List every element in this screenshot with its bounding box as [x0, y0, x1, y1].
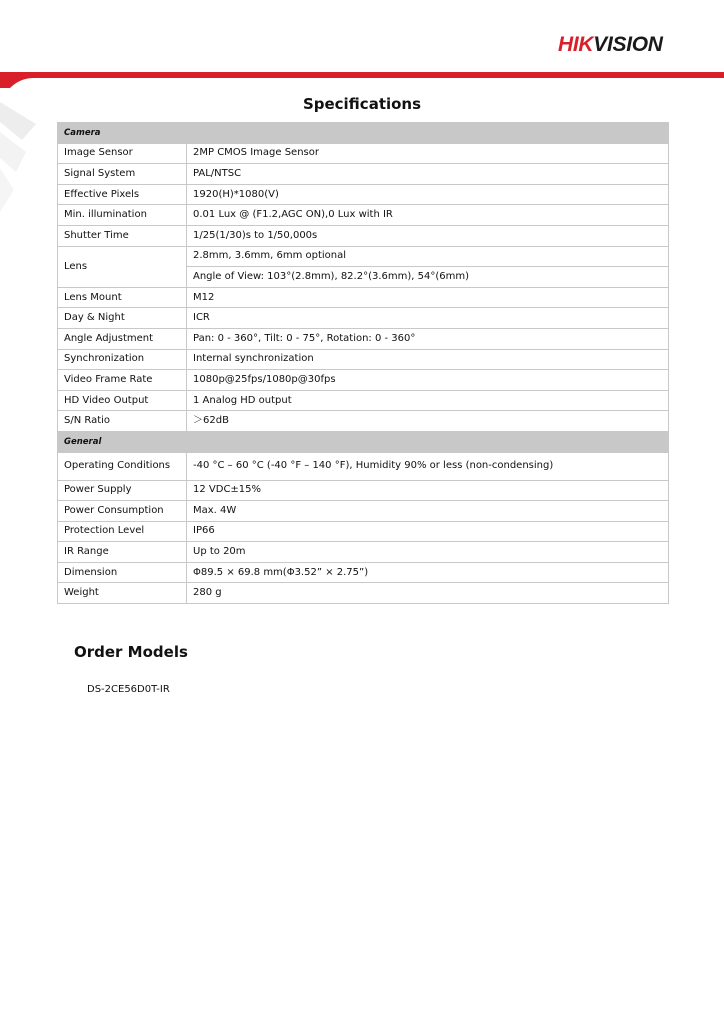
spec-label: Weight	[58, 583, 187, 604]
spec-row	[58, 390, 669, 411]
spec-row	[58, 501, 669, 522]
spec-row	[58, 205, 669, 226]
spec-label: Signal System	[58, 164, 187, 185]
spec-value: M12	[187, 287, 669, 308]
spec-label: Video Frame Rate	[58, 370, 187, 391]
spec-row	[58, 349, 669, 370]
spec-value: 1920(H)*1080(V)	[187, 184, 669, 205]
spec-value: Pan: 0 - 360°, Tilt: 0 - 75°, Rotation: 0 - 360°	[187, 328, 669, 349]
spec-label: HD Video Output	[58, 390, 187, 411]
spec-value: 12 VDC±15%	[187, 480, 669, 501]
spec-label: Operating Conditions	[58, 452, 187, 480]
spec-row	[58, 370, 669, 391]
spec-value: Φ89.5 × 69.8 mm(Φ3.52” × 2.75”)	[187, 562, 669, 583]
spec-label: Synchronization	[58, 349, 187, 370]
spec-label: Shutter Time	[58, 225, 187, 246]
spec-value: PAL/NTSC	[187, 164, 669, 185]
section-header-row	[58, 431, 669, 452]
header-red-bar	[0, 72, 724, 88]
spec-row	[58, 184, 669, 205]
spec-value: 2MP CMOS Image Sensor	[187, 143, 669, 164]
spec-row	[58, 452, 669, 480]
spec-label: Lens	[58, 246, 187, 287]
spec-value: 280 g	[187, 583, 669, 604]
spec-label: Power Supply	[58, 480, 187, 501]
spec-row	[58, 562, 669, 583]
logo-part-hik: HIK	[558, 33, 594, 56]
spec-value: Angle of View: 103°(2.8mm), 82.2°(3.6mm), 54°(6mm)	[187, 267, 669, 288]
spec-row	[58, 521, 669, 542]
section-title: General	[58, 431, 669, 452]
spec-label: Protection Level	[58, 521, 187, 542]
spec-value: 0.01 Lux @ (F1.2,AGC ON),0 Lux with IR	[187, 205, 669, 226]
spec-value: IP66	[187, 521, 669, 542]
hikvision-logo	[558, 33, 663, 57]
section-header-row	[58, 123, 669, 144]
section-title: Camera	[58, 123, 669, 144]
spec-row	[58, 164, 669, 185]
spec-row	[58, 308, 669, 329]
spec-label: S/N Ratio	[58, 411, 187, 432]
spec-value: 1 Analog HD output	[187, 390, 669, 411]
spec-value: ICR	[187, 308, 669, 329]
spec-value: -40 °C – 60 °C (-40 °F – 140 °F), Humidity 90% or less (non-condensing)	[187, 452, 669, 480]
spec-label: Power Consumption	[58, 501, 187, 522]
specifications-title: Specifications	[302, 95, 422, 113]
spec-label: IR Range	[58, 542, 187, 563]
spec-row	[58, 583, 669, 604]
spec-label: Image Sensor	[58, 143, 187, 164]
spec-value: 1/25(1/30)s to 1/50,000s	[187, 225, 669, 246]
spec-row	[58, 328, 669, 349]
spec-label: Day & Night	[58, 308, 187, 329]
spec-row	[58, 225, 669, 246]
spec-row	[58, 542, 669, 563]
spec-value: Max. 4W	[187, 501, 669, 522]
spec-row	[58, 246, 669, 267]
order-model-item: DS-2CE56D0T-IR	[87, 684, 170, 695]
spec-label: Effective Pixels	[58, 184, 187, 205]
spec-row	[58, 480, 669, 501]
spec-value: Up to 20m	[187, 542, 669, 563]
spec-value: Internal synchronization	[187, 349, 669, 370]
spec-row	[58, 411, 669, 432]
order-models-title: Order Models	[74, 643, 188, 661]
spec-value: 2.8mm, 3.6mm, 6mm optional	[187, 246, 669, 267]
spec-row	[58, 143, 669, 164]
specifications-table	[57, 122, 669, 604]
logo-part-vision: VISION	[593, 33, 663, 56]
spec-label: Dimension	[58, 562, 187, 583]
spec-label: Min. illumination	[58, 205, 187, 226]
spec-label: Angle Adjustment	[58, 328, 187, 349]
spec-value: ＞62dB	[187, 411, 669, 432]
spec-row	[58, 287, 669, 308]
spec-value: 1080p@25fps/1080p@30fps	[187, 370, 669, 391]
spec-label: Lens Mount	[58, 287, 187, 308]
